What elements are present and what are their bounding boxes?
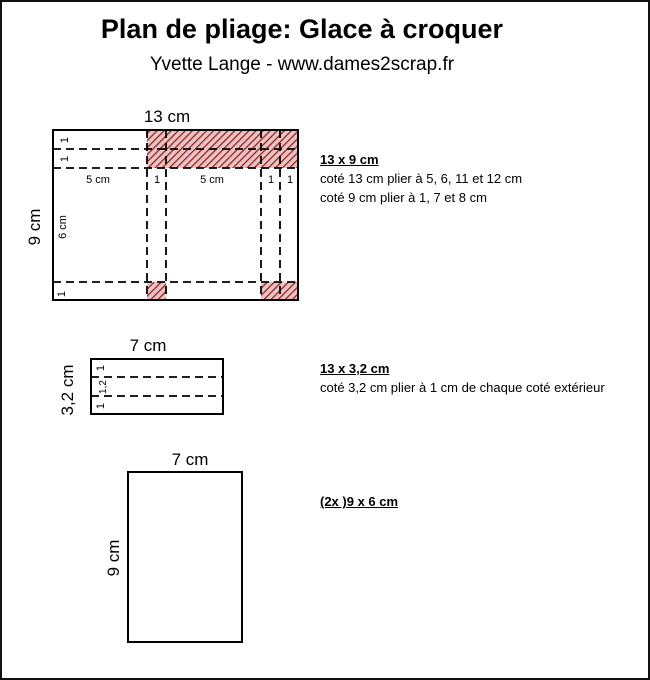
piece1-label-top2: 1 (59, 155, 71, 163)
piece1-label-top1: 1 (59, 136, 71, 144)
piece1-label-1-c: 1 (286, 174, 294, 186)
piece3-outline (128, 472, 242, 642)
piece1-label-5cm-b: 5 cm (200, 174, 224, 186)
piece2-label-top1: 1 (95, 364, 107, 372)
piece2-spec (320, 359, 605, 397)
piece1-label-bottom1: 1 (56, 290, 68, 298)
page-title: Plan de pliage: Glace à croquer (100, 14, 504, 44)
piece2-label-mid: 1,2 (98, 380, 109, 394)
piece1-spec-line1: coté 13 cm plier à 5, 6, 11 et 12 cm (320, 171, 523, 186)
piece1-label-1-a: 1 (153, 174, 161, 186)
author-line: Yvette Lange - www.dames2scrap.fr (149, 54, 455, 75)
piece1-label-6cm: 6 cm (57, 215, 69, 239)
piece2-width-label: 7 cm (129, 336, 167, 355)
piece2-height-label: 3,2 cm (58, 364, 77, 416)
piece2-label-bottom1: 1 (95, 402, 107, 410)
piece2-spec-title: 13 x 3,2 cm (320, 361, 390, 376)
piece3-height-label: 9 cm (104, 539, 123, 577)
piece2-spec-line1: coté 3,2 cm plier à 1 cm de chaque coté extérieur (320, 380, 605, 395)
piece3-spec (320, 492, 398, 511)
piece1-label-1-b: 1 (267, 174, 275, 186)
piece2-outline (91, 359, 223, 414)
piece1-hatch-bottom-left (147, 282, 166, 300)
piece1-height-label: 9 cm (25, 208, 44, 246)
piece1-diagram (25, 107, 298, 300)
piece3-spec-title: (2x )9 x 6 cm (320, 494, 399, 509)
piece3-diagram (104, 450, 242, 642)
piece2-diagram (58, 336, 223, 416)
piece1-spec (320, 150, 522, 207)
piece1-label-5cm-a: 5 cm (86, 174, 110, 186)
folding-diagram (2, 2, 648, 678)
piece1-width-label: 13 cm (143, 107, 191, 126)
piece1-spec-title: 13 x 9 cm (320, 152, 379, 167)
piece1-spec-line2: coté 9 cm plier à 1, 7 et 8 cm (320, 190, 487, 205)
piece3-width-label: 7 cm (171, 450, 209, 469)
